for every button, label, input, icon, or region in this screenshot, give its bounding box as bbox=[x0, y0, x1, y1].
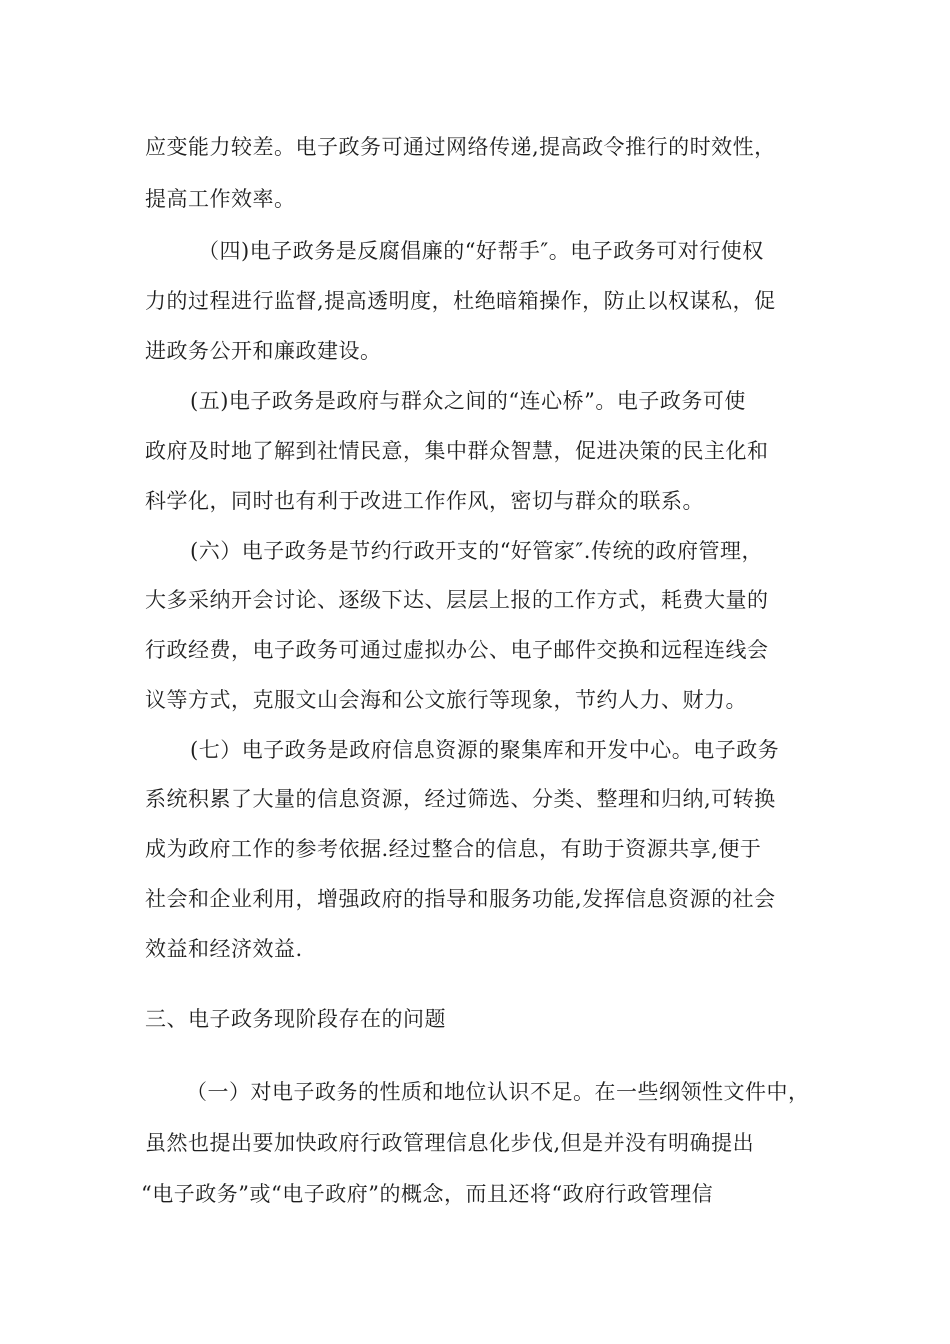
text-line: 进政务公开和廉政建设。 bbox=[145, 339, 382, 363]
text-line: 提高工作效率。 bbox=[145, 187, 296, 211]
paragraph-heading-5: (五)电子政务是政府与群众之间的“连心桥”。电子政务可使 bbox=[190, 389, 746, 413]
text-line: 社会和企业利用，增强政府的指导和服务功能,发挥信息资源的社会 bbox=[145, 887, 776, 911]
text-line: 应变能力较差。电子政务可通过网络传递,提高政令推行的时效性， bbox=[145, 135, 776, 159]
text-line: 成为政府工作的参考依据.经过整合的信息，有助于资源共享,便于 bbox=[145, 837, 762, 861]
text-line: 虽然也提出要加快政府行政管理信息化步伐,但是并没有明确提出 bbox=[145, 1131, 755, 1155]
section-heading: 三、电子政务现阶段存在的问题 bbox=[145, 1007, 446, 1031]
text-line: 科学化，同时也有利于改进工作作风，密切与群众的联系。 bbox=[145, 489, 704, 513]
paragraph-heading-6: (六）电子政务是节约行政开支的“好管家″.传统的政府管理， bbox=[190, 539, 763, 563]
text-line: 力的过程进行监督,提高透明度，杜绝暗箱操作，防止以权谋私，促 bbox=[145, 289, 776, 313]
paragraph-heading-7: (七）电子政务是政府信息资源的聚集库和开发中心。电子政务 bbox=[190, 738, 780, 762]
paragraph-heading-4: （四)电子政务是反腐倡廉的“好帮手″。电子政务可对行使权 bbox=[198, 239, 764, 263]
text-line: 效益和经济效益. bbox=[145, 937, 303, 961]
paragraph-heading-1: （一）对电子政务的性质和地位认识不足。在一些纲领性文件中， bbox=[186, 1080, 810, 1104]
text-line: 大多采纳开会讨论、逐级下达、层层上报的工作方式，耗费大量的 bbox=[145, 588, 769, 612]
text-line: 议等方式，克服文山会海和公文旅行等现象，节约人力、财力。 bbox=[145, 688, 747, 712]
text-line: “电子政务”或“电子政府”的概念，而且还将“政府行政管理信 bbox=[141, 1182, 714, 1206]
text-line: 系统积累了大量的信息资源，经过筛选、分类、整理和归纳,可转换 bbox=[145, 787, 776, 811]
text-line: 政府及时地了解到社情民意，集中群众智慧，促进决策的民主化和 bbox=[145, 439, 769, 463]
text-line: 行政经费，电子政务可通过虚拟办公、电子邮件交换和远程连线会 bbox=[145, 638, 769, 662]
